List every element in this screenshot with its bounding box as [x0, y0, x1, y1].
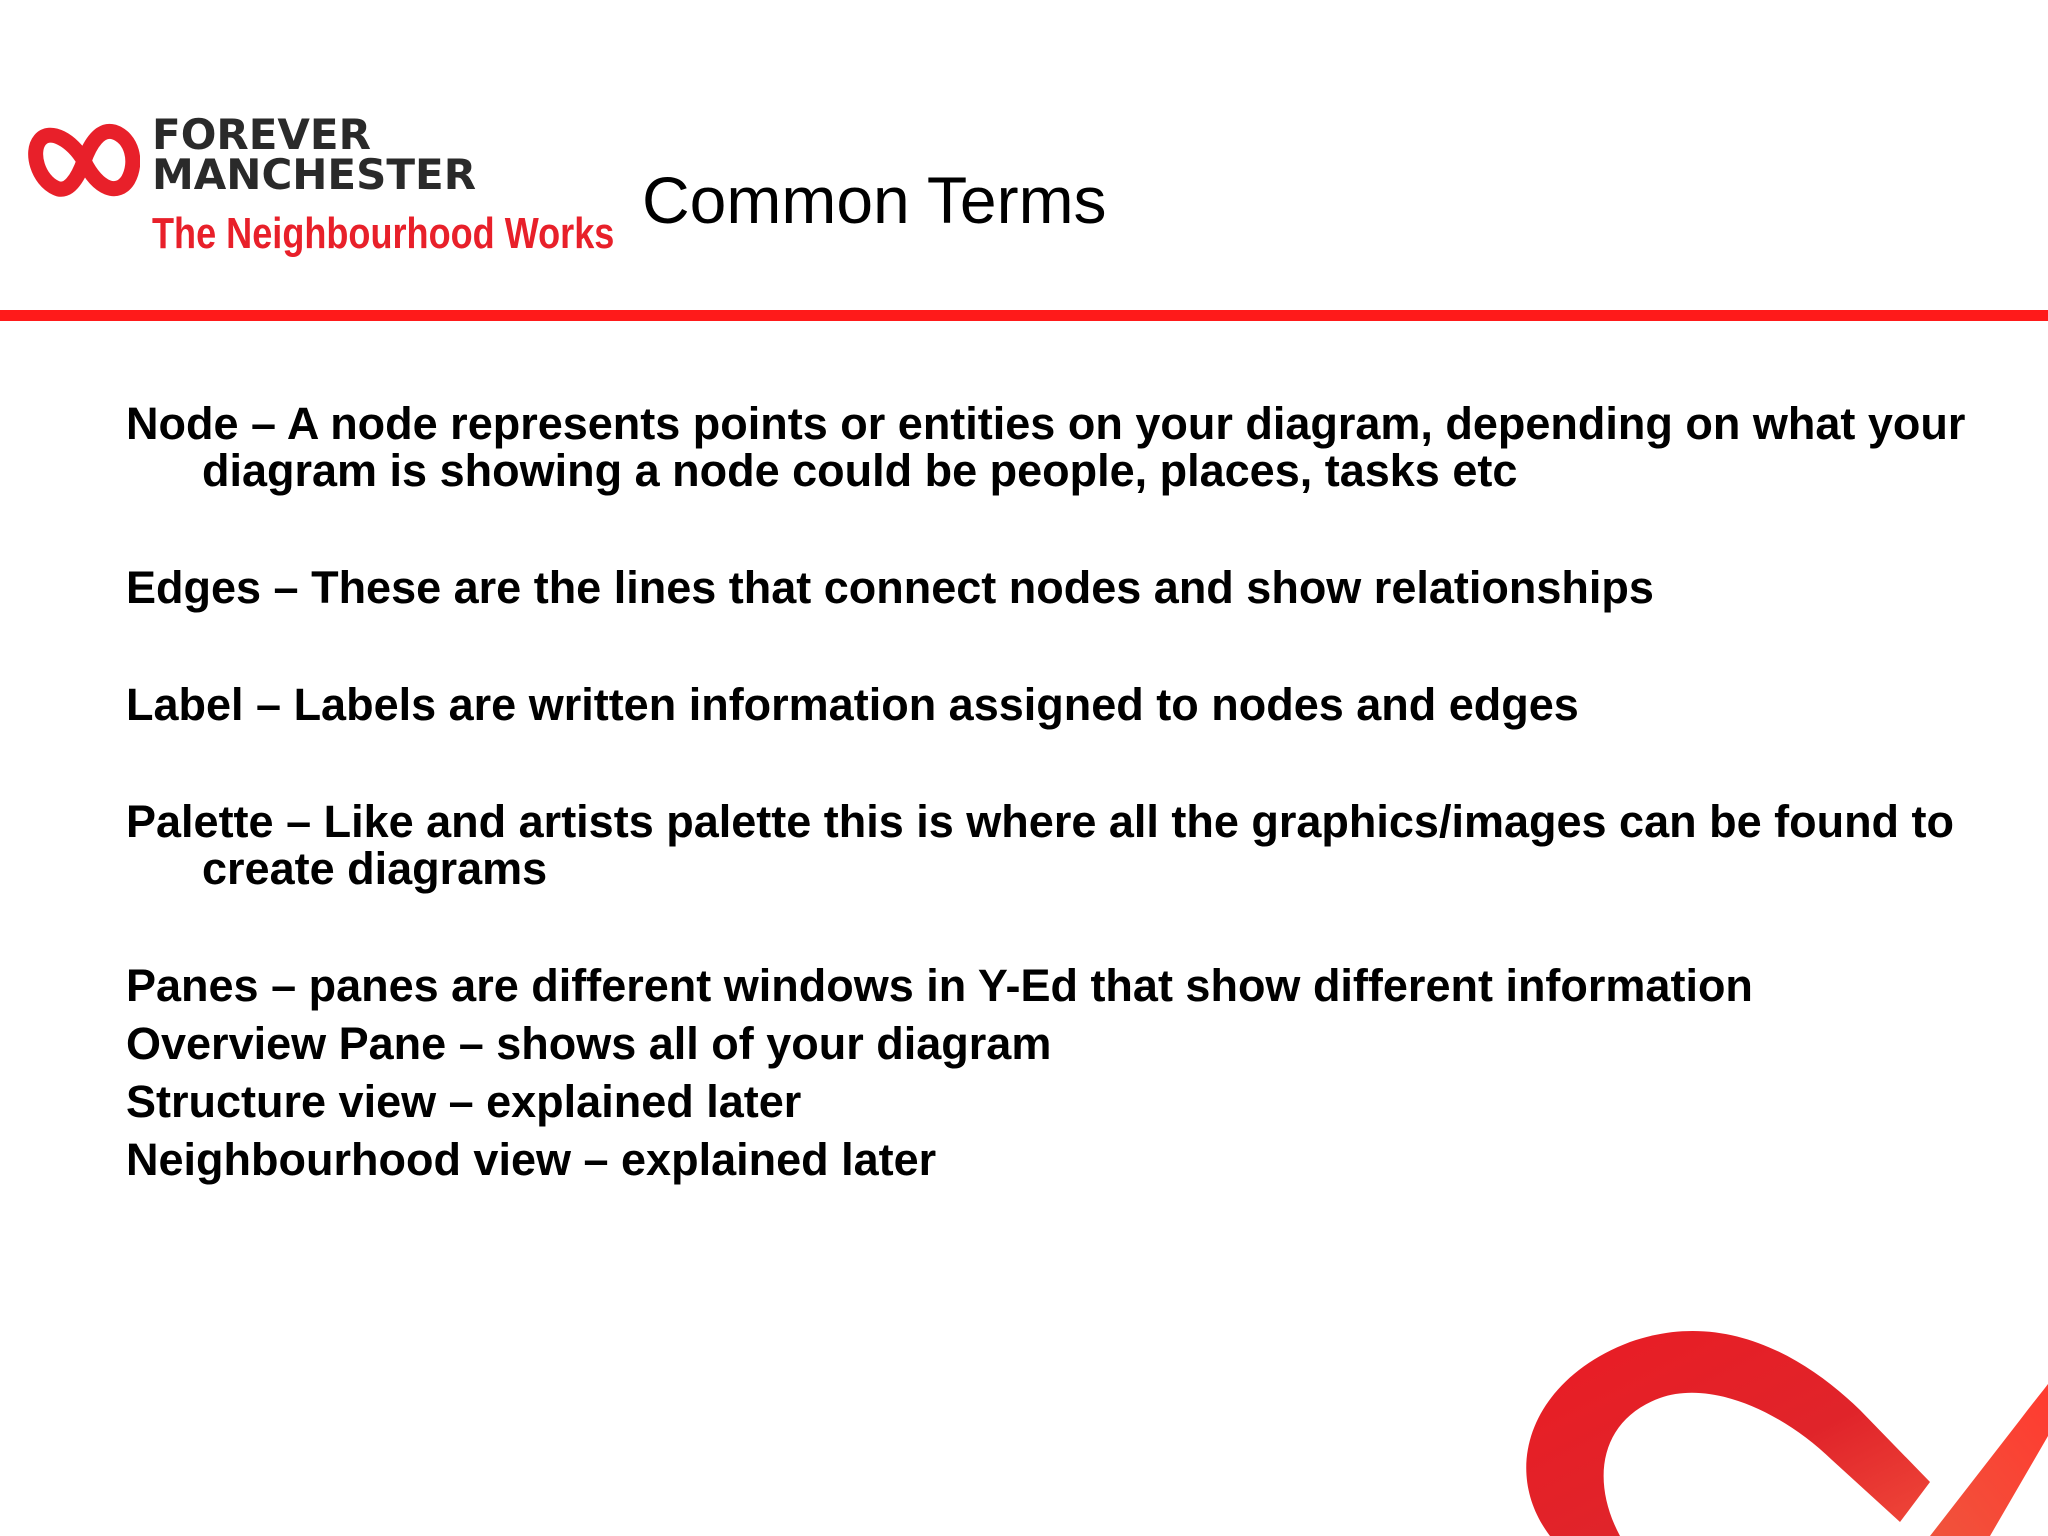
- term-panes: Panes – panes are different windows in Y-Ed that show different information: [126, 960, 1753, 1011]
- term-edges: Edges – These are the lines that connect nodes and show relationships: [126, 562, 1654, 613]
- header-divider: [0, 310, 2048, 321]
- logo-tagline: The Neighbourhood Works: [152, 209, 615, 258]
- slide-title: Common Terms: [642, 163, 1107, 237]
- term-palette: Palette – Like and artists palette this is where all the graphics/images can be found to create diagrams: [126, 796, 1955, 894]
- terms-list: [126, 400, 1986, 1194]
- term-node: Node – A node represents points or entities on your diagram, depending on what your diagram is showing a node could be people, places, tasks etc: [126, 398, 1966, 496]
- term-structure-view: Structure view – explained later: [126, 1076, 802, 1127]
- logo-word-manchester: MANCHESTER: [152, 150, 477, 199]
- infinity-heart-logo-icon: [28, 118, 140, 204]
- term-label: Label – Labels are written information assigned to nodes and edges: [126, 679, 1579, 730]
- decorative-heart-swirl-icon: [1460, 1260, 2048, 1536]
- logo-word-forever: FOREVER: [152, 110, 371, 159]
- term-overview-pane: Overview Pane – shows all of your diagram: [126, 1018, 1052, 1069]
- forever-manchester-logo: [28, 110, 615, 262]
- term-neighbourhood-view: Neighbourhood view – explained later: [126, 1134, 937, 1185]
